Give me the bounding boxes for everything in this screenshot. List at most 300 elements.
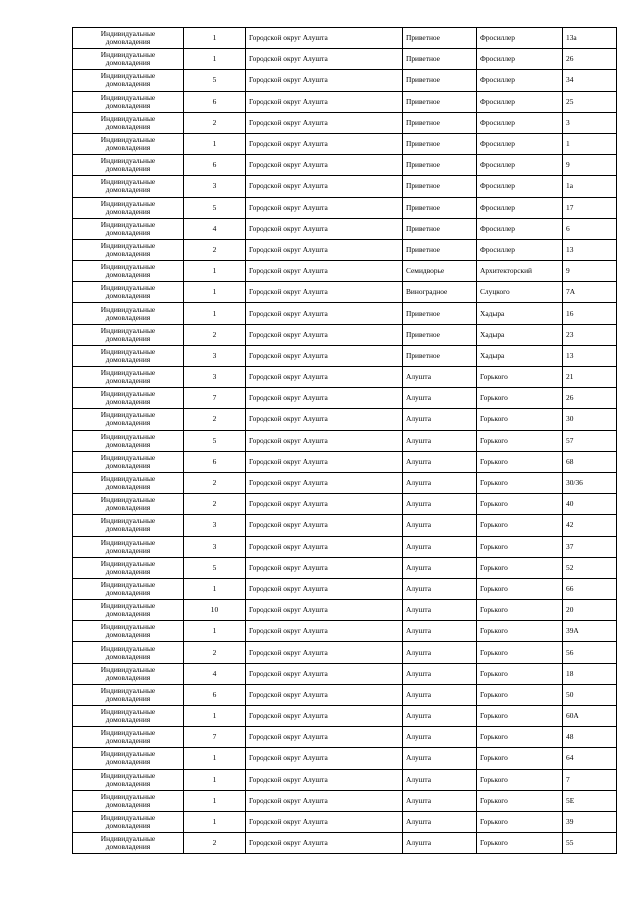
table-row [73, 536, 617, 557]
building-type-line: домовладения [105, 524, 151, 534]
street-cell: Горького [477, 536, 563, 557]
settlement-cell: Алушта [403, 727, 477, 748]
house-number-cell: 23 [563, 324, 617, 345]
settlement-cell: Семидворье [403, 261, 477, 282]
district-cell: Городской округ Алушта [246, 684, 403, 705]
count-cell: 3 [184, 367, 246, 388]
table-row [73, 663, 617, 684]
settlement-cell: Алушта [403, 536, 477, 557]
count-cell: 1 [184, 49, 246, 70]
street-cell: Фросиллер [477, 133, 563, 154]
building-type-cell [73, 600, 184, 621]
count-cell: 4 [184, 218, 246, 239]
street-cell: Хадыра [477, 324, 563, 345]
count-cell: 2 [184, 494, 246, 515]
settlement-cell: Алушта [403, 748, 477, 769]
building-type-cell [73, 536, 184, 557]
street-cell: Горького [477, 472, 563, 493]
building-type-cell [73, 642, 184, 663]
count-cell: 7 [184, 727, 246, 748]
street-cell: Горького [477, 451, 563, 472]
building-type-line: Индивидуальные [100, 516, 156, 526]
district-cell: Городской округ Алушта [246, 727, 403, 748]
building-type-line: Индивидуальные [100, 685, 156, 695]
building-type-line: Индивидуальные [100, 707, 156, 717]
building-type-line: домовладения [105, 206, 151, 216]
building-type-line: Индивидуальные [100, 452, 156, 462]
building-type-line: домовладения [105, 418, 151, 428]
table-row [73, 642, 617, 663]
count-cell: 3 [184, 536, 246, 557]
building-type-cell [73, 472, 184, 493]
house-number-cell: 1а [563, 176, 617, 197]
building-type-line: домовладения [105, 842, 151, 852]
street-cell: Горького [477, 748, 563, 769]
house-number-cell: 26 [563, 49, 617, 70]
table-row [73, 557, 617, 578]
settlement-cell: Приветное [403, 155, 477, 176]
house-number-cell: 60А [563, 706, 617, 727]
street-cell: Фросиллер [477, 218, 563, 239]
house-number-cell: 9 [563, 261, 617, 282]
street-cell: Фросиллер [477, 239, 563, 260]
table-row [73, 621, 617, 642]
table-body [73, 28, 617, 854]
building-type-cell [73, 155, 184, 176]
settlement-cell: Алушта [403, 388, 477, 409]
building-type-line: Индивидуальные [100, 283, 156, 293]
building-type-line: Индивидуальные [100, 304, 156, 314]
building-type-line: домовладения [105, 460, 151, 470]
building-type-line: домовладения [105, 609, 151, 619]
district-cell: Городской округ Алушта [246, 239, 403, 260]
district-cell: Городской округ Алушта [246, 451, 403, 472]
district-cell: Городской округ Алушта [246, 388, 403, 409]
district-cell: Городской округ Алушта [246, 515, 403, 536]
building-type-line: Индивидуальные [100, 791, 156, 801]
house-number-cell: 13 [563, 239, 617, 260]
house-number-cell: 40 [563, 494, 617, 515]
settlement-cell: Приветное [403, 133, 477, 154]
building-type-line: домовладения [105, 354, 151, 364]
district-cell: Городской округ Алушта [246, 409, 403, 430]
building-type-line: домовладения [105, 333, 151, 343]
settlement-cell: Алушта [403, 769, 477, 790]
building-type-cell [73, 70, 184, 91]
building-type-line: домовладения [105, 100, 151, 110]
house-number-cell: 6 [563, 218, 617, 239]
settlement-cell: Приветное [403, 112, 477, 133]
building-type-line: домовладения [105, 778, 151, 788]
district-cell: Городской округ Алушта [246, 430, 403, 451]
building-type-cell [73, 451, 184, 472]
count-cell: 6 [184, 155, 246, 176]
house-number-cell: 50 [563, 684, 617, 705]
house-number-cell: 17 [563, 197, 617, 218]
house-number-cell: 30/36 [563, 472, 617, 493]
district-cell: Городской округ Алушта [246, 176, 403, 197]
table-row [73, 388, 617, 409]
building-type-cell [73, 282, 184, 303]
table-row [73, 515, 617, 536]
building-type-line: домовладения [105, 397, 151, 407]
settlement-cell: Алушта [403, 621, 477, 642]
street-cell: Горького [477, 430, 563, 451]
house-number-cell: 64 [563, 748, 617, 769]
count-cell: 2 [184, 833, 246, 854]
district-cell: Городской округ Алушта [246, 642, 403, 663]
street-cell: Фросиллер [477, 112, 563, 133]
settlement-cell: Алушта [403, 409, 477, 430]
house-number-cell: 66 [563, 578, 617, 599]
building-type-line: домовладения [105, 37, 151, 47]
table-row [73, 49, 617, 70]
house-number-cell: 18 [563, 663, 617, 684]
street-cell: Хадыра [477, 345, 563, 366]
count-cell: 2 [184, 472, 246, 493]
building-type-line: домовладения [105, 587, 151, 597]
house-number-cell: 39А [563, 621, 617, 642]
building-type-cell [73, 367, 184, 388]
building-type-line: домовладения [105, 248, 151, 258]
street-cell: Горького [477, 494, 563, 515]
building-type-cell [73, 769, 184, 790]
table-row [73, 727, 617, 748]
count-cell: 1 [184, 748, 246, 769]
building-type-line: домовладения [105, 693, 151, 703]
building-type-line: Индивидуальные [100, 643, 156, 653]
count-cell: 2 [184, 409, 246, 430]
district-cell: Городской округ Алушта [246, 557, 403, 578]
building-type-line: Индивидуальные [100, 219, 156, 229]
district-cell: Городской округ Алушта [246, 811, 403, 832]
building-type-line: домовладения [105, 651, 151, 661]
count-cell: 1 [184, 790, 246, 811]
table-row [73, 261, 617, 282]
table-row [73, 790, 617, 811]
building-type-line: Индивидуальные [100, 325, 156, 335]
count-cell: 3 [184, 345, 246, 366]
table-row [73, 345, 617, 366]
house-number-cell: 39 [563, 811, 617, 832]
district-cell: Городской округ Алушта [246, 197, 403, 218]
building-type-line: Индивидуальные [100, 728, 156, 738]
street-cell: Горького [477, 790, 563, 811]
count-cell: 1 [184, 706, 246, 727]
building-type-line: Индивидуальные [100, 410, 156, 420]
building-type-cell [73, 494, 184, 515]
building-type-line: домовладения [105, 376, 151, 386]
street-cell: Горького [477, 578, 563, 599]
district-cell: Городской округ Алушта [246, 536, 403, 557]
house-number-cell: 34 [563, 70, 617, 91]
building-type-cell [73, 133, 184, 154]
table-row [73, 91, 617, 112]
house-number-cell: 55 [563, 833, 617, 854]
building-type-line: домовладения [105, 312, 151, 322]
house-number-cell: 13 [563, 345, 617, 366]
building-type-cell [73, 112, 184, 133]
building-type-line: домовладения [105, 715, 151, 725]
count-cell: 10 [184, 600, 246, 621]
building-type-line: домовладения [105, 439, 151, 449]
street-cell: Горького [477, 388, 563, 409]
building-type-cell [73, 578, 184, 599]
house-number-cell: 68 [563, 451, 617, 472]
house-number-cell: 20 [563, 600, 617, 621]
house-number-cell: 1 [563, 133, 617, 154]
building-type-line: Индивидуальные [100, 240, 156, 250]
building-type-line: Индивидуальные [100, 92, 156, 102]
district-cell: Городской округ Алушта [246, 769, 403, 790]
table-row [73, 409, 617, 430]
street-cell: Горького [477, 642, 563, 663]
count-cell: 1 [184, 769, 246, 790]
building-type-cell [73, 621, 184, 642]
building-type-cell [73, 663, 184, 684]
building-type-line: Индивидуальные [100, 664, 156, 674]
building-type-cell [73, 684, 184, 705]
settlement-cell: Алушта [403, 684, 477, 705]
settlement-cell: Алушта [403, 706, 477, 727]
house-number-cell: 37 [563, 536, 617, 557]
count-cell: 1 [184, 282, 246, 303]
house-number-cell: 56 [563, 642, 617, 663]
table-row [73, 494, 617, 515]
street-cell: Горького [477, 706, 563, 727]
district-cell: Городской округ Алушта [246, 663, 403, 684]
district-cell: Городской округ Алушта [246, 112, 403, 133]
table-row [73, 70, 617, 91]
building-type-line: Индивидуальные [100, 50, 156, 60]
street-cell: Горького [477, 621, 563, 642]
table-row [73, 811, 617, 832]
building-type-cell [73, 409, 184, 430]
house-number-cell: 5Е [563, 790, 617, 811]
table-row [73, 600, 617, 621]
street-cell: Горького [477, 684, 563, 705]
count-cell: 2 [184, 112, 246, 133]
settlement-cell: Алушта [403, 494, 477, 515]
building-type-line: Индивидуальные [100, 135, 156, 145]
house-number-cell: 16 [563, 303, 617, 324]
house-number-cell: 52 [563, 557, 617, 578]
table-row [73, 367, 617, 388]
building-type-cell [73, 748, 184, 769]
street-cell: Горького [477, 833, 563, 854]
settlement-cell: Алушта [403, 833, 477, 854]
count-cell: 5 [184, 557, 246, 578]
house-number-cell: 42 [563, 515, 617, 536]
settlement-cell: Алушта [403, 600, 477, 621]
building-type-cell [73, 811, 184, 832]
district-cell: Городской округ Алушта [246, 600, 403, 621]
building-type-line: Индивидуальные [100, 113, 156, 123]
table-row [73, 684, 617, 705]
district-cell: Городской округ Алушта [246, 621, 403, 642]
building-type-line: домовладения [105, 630, 151, 640]
street-cell: Горького [477, 515, 563, 536]
table-row [73, 176, 617, 197]
house-number-cell: 13а [563, 28, 617, 49]
settlement-cell: Приветное [403, 218, 477, 239]
building-type-cell [73, 239, 184, 260]
building-type-line: домовладения [105, 58, 151, 68]
settlement-cell: Алушта [403, 642, 477, 663]
building-type-line: Индивидуальные [100, 579, 156, 589]
table-row [73, 197, 617, 218]
district-cell: Городской округ Алушта [246, 748, 403, 769]
table-row [73, 112, 617, 133]
table-row [73, 833, 617, 854]
street-cell: Горького [477, 409, 563, 430]
building-type-cell [73, 515, 184, 536]
district-cell: Городской округ Алушта [246, 155, 403, 176]
district-cell: Городской округ Алушта [246, 367, 403, 388]
settlement-cell: Приветное [403, 91, 477, 112]
count-cell: 3 [184, 515, 246, 536]
table-row [73, 155, 617, 176]
building-type-line: Индивидуальные [100, 558, 156, 568]
building-type-line: домовладения [105, 227, 151, 237]
building-type-line: Индивидуальные [100, 29, 156, 39]
building-type-line: Индивидуальные [100, 537, 156, 547]
building-type-cell [73, 706, 184, 727]
count-cell: 3 [184, 176, 246, 197]
building-type-cell [73, 197, 184, 218]
settlement-cell: Приветное [403, 345, 477, 366]
building-type-line: Индивидуальные [100, 389, 156, 399]
building-type-cell [73, 176, 184, 197]
house-number-cell: 48 [563, 727, 617, 748]
house-number-cell: 30 [563, 409, 617, 430]
house-number-cell: 9 [563, 155, 617, 176]
building-type-cell [73, 261, 184, 282]
housing-table [72, 27, 617, 854]
count-cell: 1 [184, 811, 246, 832]
count-cell: 5 [184, 197, 246, 218]
count-cell: 6 [184, 451, 246, 472]
district-cell: Городской округ Алушта [246, 790, 403, 811]
building-type-line: домовладения [105, 821, 151, 831]
settlement-cell: Приветное [403, 324, 477, 345]
building-type-line: Индивидуальные [100, 431, 156, 441]
settlement-cell: Приветное [403, 49, 477, 70]
settlement-cell: Алушта [403, 790, 477, 811]
table-row [73, 218, 617, 239]
building-type-cell [73, 790, 184, 811]
document-page [72, 27, 616, 854]
building-type-line: домовладения [105, 799, 151, 809]
building-type-cell [73, 727, 184, 748]
building-type-cell [73, 91, 184, 112]
building-type-line: домовладения [105, 121, 151, 131]
building-type-line: домовладения [105, 672, 151, 682]
count-cell: 5 [184, 430, 246, 451]
street-cell: Фросиллер [477, 176, 563, 197]
count-cell: 2 [184, 239, 246, 260]
house-number-cell: 21 [563, 367, 617, 388]
settlement-cell: Приветное [403, 303, 477, 324]
building-type-cell [73, 49, 184, 70]
street-cell: Горького [477, 727, 563, 748]
table-row [73, 28, 617, 49]
building-type-cell [73, 388, 184, 409]
building-type-line: домовладения [105, 757, 151, 767]
district-cell: Городской округ Алушта [246, 282, 403, 303]
settlement-cell: Приветное [403, 239, 477, 260]
building-type-line: Индивидуальные [100, 262, 156, 272]
building-type-line: Индивидуальные [100, 346, 156, 356]
building-type-cell [73, 430, 184, 451]
street-cell: Горького [477, 769, 563, 790]
district-cell: Городской округ Алушта [246, 28, 403, 49]
count-cell: 2 [184, 642, 246, 663]
count-cell: 1 [184, 578, 246, 599]
building-type-line: Индивидуальные [100, 198, 156, 208]
count-cell: 2 [184, 324, 246, 345]
building-type-line: Индивидуальные [100, 71, 156, 81]
table-row [73, 133, 617, 154]
table-row [73, 282, 617, 303]
building-type-line: Индивидуальные [100, 749, 156, 759]
street-cell: Хадыра [477, 303, 563, 324]
street-cell: Горького [477, 367, 563, 388]
district-cell: Городской округ Алушта [246, 218, 403, 239]
building-type-line: домовладения [105, 185, 151, 195]
table-row [73, 451, 617, 472]
building-type-line: домовладения [105, 566, 151, 576]
building-type-line: домовладения [105, 270, 151, 280]
settlement-cell: Алушта [403, 451, 477, 472]
count-cell: 7 [184, 388, 246, 409]
count-cell: 6 [184, 684, 246, 705]
building-type-line: домовладения [105, 545, 151, 555]
district-cell: Городской округ Алушта [246, 303, 403, 324]
district-cell: Городской округ Алушта [246, 345, 403, 366]
building-type-line: Индивидуальные [100, 177, 156, 187]
settlement-cell: Алушта [403, 472, 477, 493]
table-row [73, 769, 617, 790]
count-cell: 1 [184, 28, 246, 49]
settlement-cell: Алушта [403, 557, 477, 578]
district-cell: Городской округ Алушта [246, 833, 403, 854]
street-cell: Фросиллер [477, 155, 563, 176]
building-type-cell [73, 303, 184, 324]
count-cell: 1 [184, 133, 246, 154]
count-cell: 5 [184, 70, 246, 91]
settlement-cell: Алушта [403, 811, 477, 832]
building-type-line: домовладения [105, 482, 151, 492]
building-type-cell [73, 218, 184, 239]
district-cell: Городской округ Алушта [246, 494, 403, 515]
district-cell: Городской округ Алушта [246, 261, 403, 282]
building-type-line: Индивидуальные [100, 601, 156, 611]
settlement-cell: Алушта [403, 367, 477, 388]
settlement-cell: Алушта [403, 663, 477, 684]
building-type-line: Индивидуальные [100, 834, 156, 844]
table-row [73, 706, 617, 727]
district-cell: Городской округ Алушта [246, 49, 403, 70]
street-cell: Горького [477, 557, 563, 578]
building-type-cell [73, 833, 184, 854]
building-type-line: домовладения [105, 143, 151, 153]
building-type-line: Индивидуальные [100, 474, 156, 484]
settlement-cell: Приветное [403, 197, 477, 218]
street-cell: Фросиллер [477, 70, 563, 91]
building-type-line: Индивидуальные [100, 622, 156, 632]
settlement-cell: Приветное [403, 176, 477, 197]
